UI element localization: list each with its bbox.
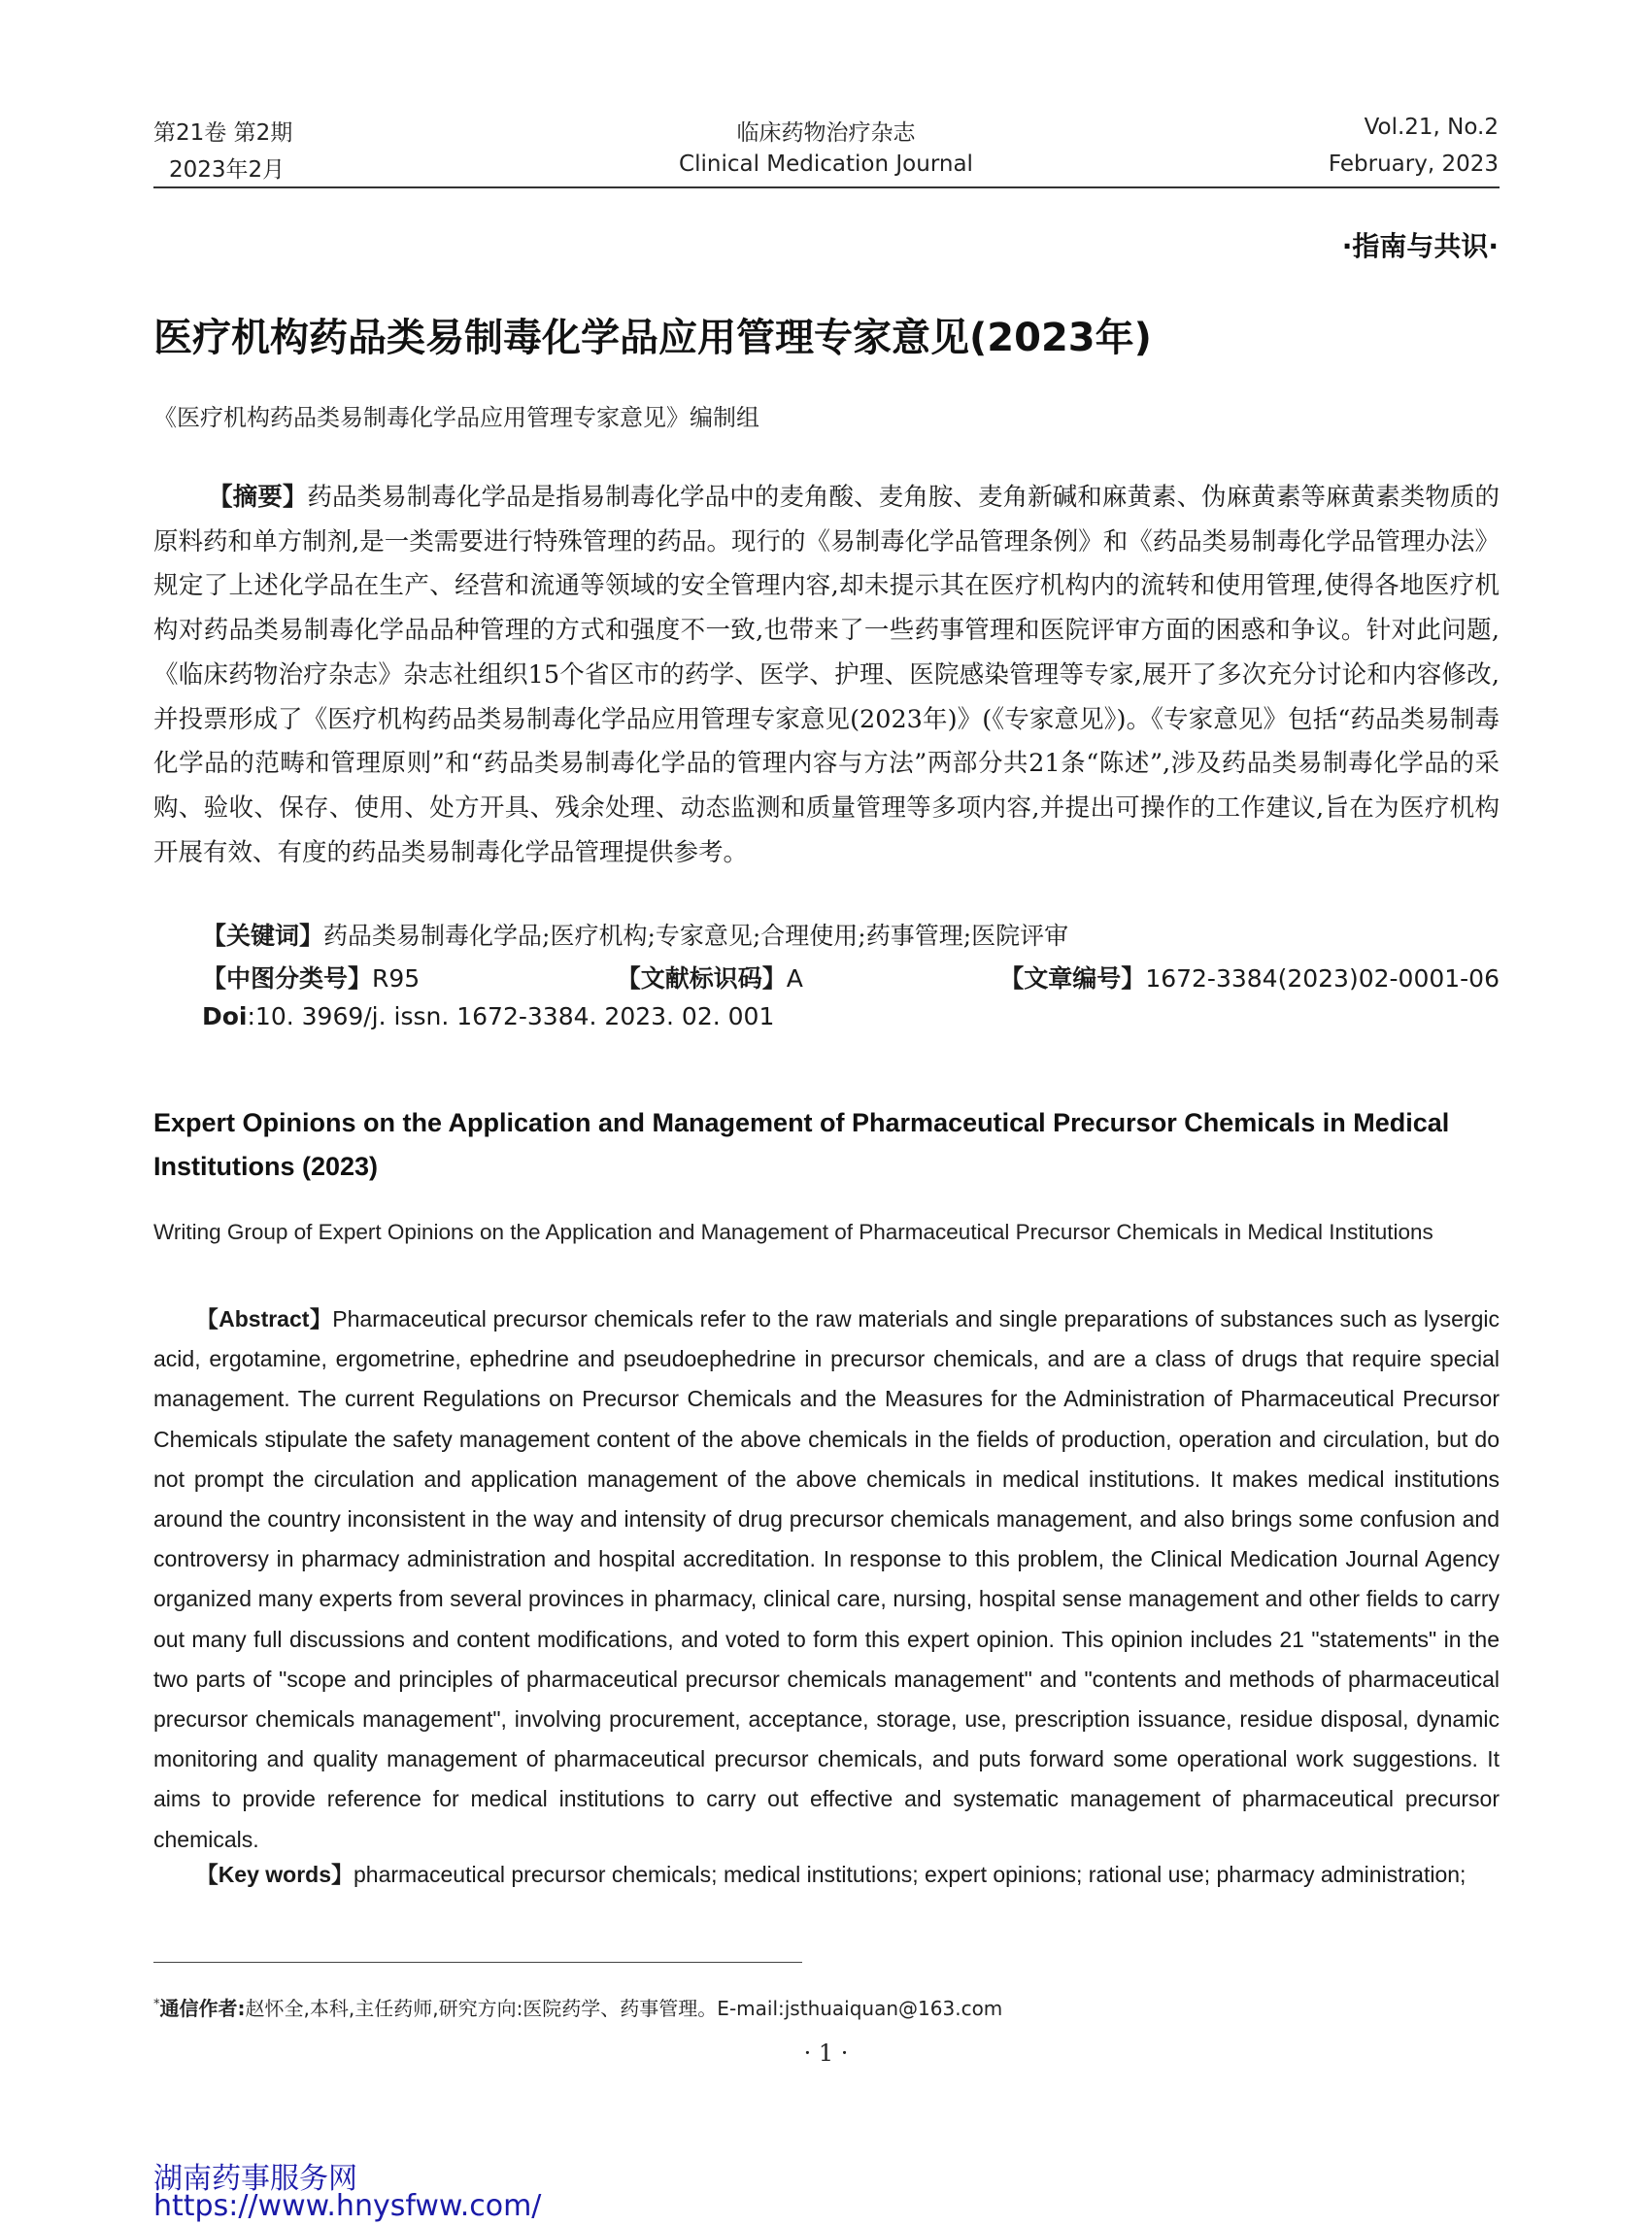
author-cn: 《医疗机构药品类易制毒化学品应用管理专家意见》编制组 [153,404,759,431]
footnote-rule [153,1962,802,1963]
keywords-en-label: 【Key words】 [195,1862,354,1887]
doc-code-label: 【文献标识码】 [616,964,787,993]
clc-field [202,960,420,995]
classification-row [202,960,1500,995]
abstract-cn-label: 【摘要】 [208,483,308,512]
header-journal-cn: 临床药物治疗杂志 [736,120,916,146]
keywords-cn-label: 【关键词】 [202,922,324,950]
footnote-mark: * [153,1997,160,2012]
article-no-field [999,960,1500,995]
article-no-value: 1672-3384(2023)02-0001-06 [1145,964,1500,993]
page-number: · 1 · [803,2040,849,2067]
header-journal-en: Clinical Medication Journal [679,152,973,177]
footnote [153,1993,1002,2021]
watermark-site-name: 湖南药事服务网 [153,2162,357,2196]
clc-value: R95 [372,964,421,993]
keywords-cn-text: 药品类易制毒化学品;医疗机构;专家意见;合理使用;药事管理;医院评审 [323,922,1069,950]
article-no-label: 【文章编号】 [999,964,1146,993]
abstract-en-text: Pharmaceutical precursor chemicals refer to the raw materials and single preparations of substances such as lysergic acid, ergotamine, ergometrine, ephedrine and pseudoephedrine in precursor chemicals, and are a class of drugs that require special management. The current Regulations on Precursor Chemicals and the Measures for the Administration of Pharmaceutical Precursor Chemicals stipulate the safety management content of the above chemicals in the fields of production, operation and circulation, but do not prompt the circulation and application management of the above chemicals in medical institutions. It makes medical institutions around the country inconsistent in the way and intensity of drug precursor chemicals management, and also brings some confusion and controversy in pharmacy administration and hospital accreditation. In response to this problem, the Clinical Medication Journal Agency organized many experts from several provinces in pharmacy, clinical care, nursing, hospital sense management and other fields to carry out many full discussions and content modifications, and voted to form this expert opinion. This opinion includes 21 "statements" in the two parts of "scope and principles of pharmaceutical precursor chemicals management" and "contents and methods of pharmaceutical precursor chemicals management", involving procurement, acceptance, storage, use, prescription issuance, residue disposal, dynamic monitoring and quality management of pharmaceutical precursor chemicals, and puts forward some operational work suggestions. It aims to provide reference for medical institutions to carry out effective and systematic management of pharmaceutical precursor chemicals. [153,1306,1500,1852]
header-date-cn: 2023年2月 [169,157,286,183]
header-volume-en: Vol.21, No.2 [1364,115,1499,140]
keywords-en [153,1857,1500,1889]
keywords-cn [202,917,1068,952]
keywords-en-text: pharmaceutical precursor chemicals; medical institutions; expert opinions; rational use; pharmacy administration; [354,1862,1467,1887]
abstract-en [153,1299,1500,1860]
header-date-en: February, 2023 [1328,152,1499,177]
title-en: Expert Opinions on the Application and Management of Pharmaceutical Precursor Chemicals in Medical Institutions (2023) [153,1108,1450,1181]
header-volume-cn: 第21卷 第2期 [153,120,293,146]
clc-label: 【中图分类号】 [202,964,373,993]
doi-label: Doi [202,1002,248,1030]
author-en: Writing Group of Expert Opinions on the Application and Management of Pharmaceutical Precursor Chemicals in Medical Institutions [153,1220,1433,1244]
doi-value: :10. 3969/j. issn. 1672-3384. 2023. 02. 001 [247,1002,775,1030]
footnote-text: 赵怀全,本科,主任药师,研究方向:医院药学、药事管理。E-mail:jsthuaiquan@163.com [245,1997,1003,2020]
doc-code-value: A [786,964,803,993]
title-cn: 医疗机构药品类易制毒化学品应用管理专家意见(2023年) [153,316,1152,360]
abstract-en-label: 【Abstract】 [195,1306,333,1332]
abstract-cn-text: 药品类易制毒化学品是指易制毒化学品中的麦角酸、麦角胺、麦角新碱和麻黄素、伪麻黄素等麻黄素类物质的原料药和单方制剂,是一类需要进行特殊管理的药品。现行的《易制毒化学品管理条例》和《药品类易制毒化学品管理办法》规定了上述化学品在生产、经营和流通等领域的安全管理内容,却未提示其在医疗机构内的流转和使用管理,使得各地医疗机构对药品类易制毒化学品品种管理的方式和强度不一致,也带来了一些药事管理和医院评审方面的困惑和争议。针对此问题,《临床药物治疗杂志》杂志社组织15个省区市的药学、医学、护理、医院感染管理等专家,展开了多次充分讨论和内容修改,并投票形成了《医疗机构药品类易制毒化学品应用管理专家意见(2023年)》(《专家意见》)。《专家意见》包括“药品类易制毒化学品的范畴和管理原则”和“药品类易制毒化学品的管理内容与方法”两部分共21条“陈述”,涉及药品类易制毒化学品的采购、验收、保存、使用、处方开具、残余处理、动态监测和质量管理等多项内容,并提出可操作的工作建议,旨在为医疗机构开展有效、有度的药品类易制毒化学品管理提供参考。 [153,483,1500,867]
watermark-url[interactable]: https://www.hnysfww.com/ [153,2189,542,2223]
footnote-label: 通信作者: [159,1997,246,2020]
doc-code-field [617,960,803,995]
header-rule [153,186,1500,188]
column-tag: ·指南与共识· [1341,230,1499,262]
doi [202,1002,774,1030]
abstract-cn [153,476,1500,875]
